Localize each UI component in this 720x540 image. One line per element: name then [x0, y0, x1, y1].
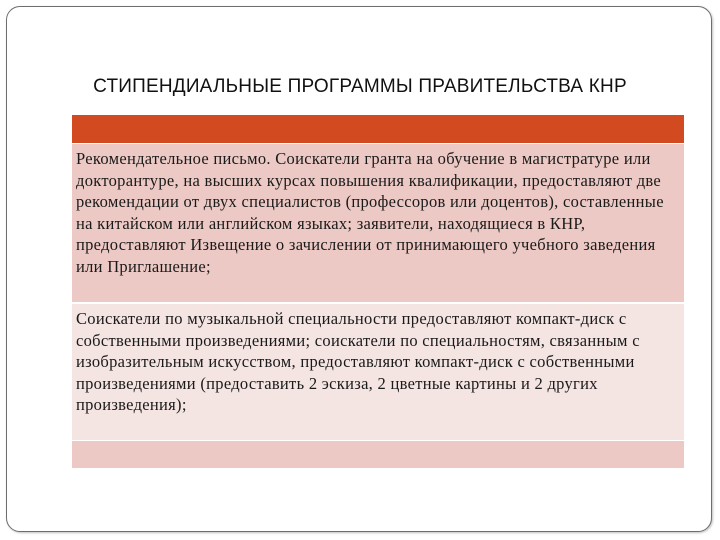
table-row-empty [72, 440, 684, 468]
table-row-music-art: Соискатели по музыкальной специальности предоставляют компакт-диск с собственными произведениями; соискатели по специальностям, связанным с изобразительным искусством, предоставляют компакт-диск с собственными произведениями (предоставить 2 эскиза, 2 цветные картины и 2 других произведения); [72, 302, 684, 440]
table-header-row [72, 115, 684, 143]
table-row-recommendation: Рекомендательное письмо. Соискатели гранта на обучение в магистратуре или докторантуре, на высших курсах повышения квалификации, предоставляют две рекомендации от двух специалистов (профессоров или доцентов), составленные на китайском или английском языках; заявители, находящиеся в КНР, предоставляют Извещение о зачислении от принимающего учебного заведения или Приглашение; [72, 143, 684, 302]
slide-title: СТИПЕНДИАЛЬНЫЕ ПРОГРАММЫ ПРАВИТЕЛЬСТВА КНР [93, 76, 627, 97]
content-table [72, 115, 684, 468]
